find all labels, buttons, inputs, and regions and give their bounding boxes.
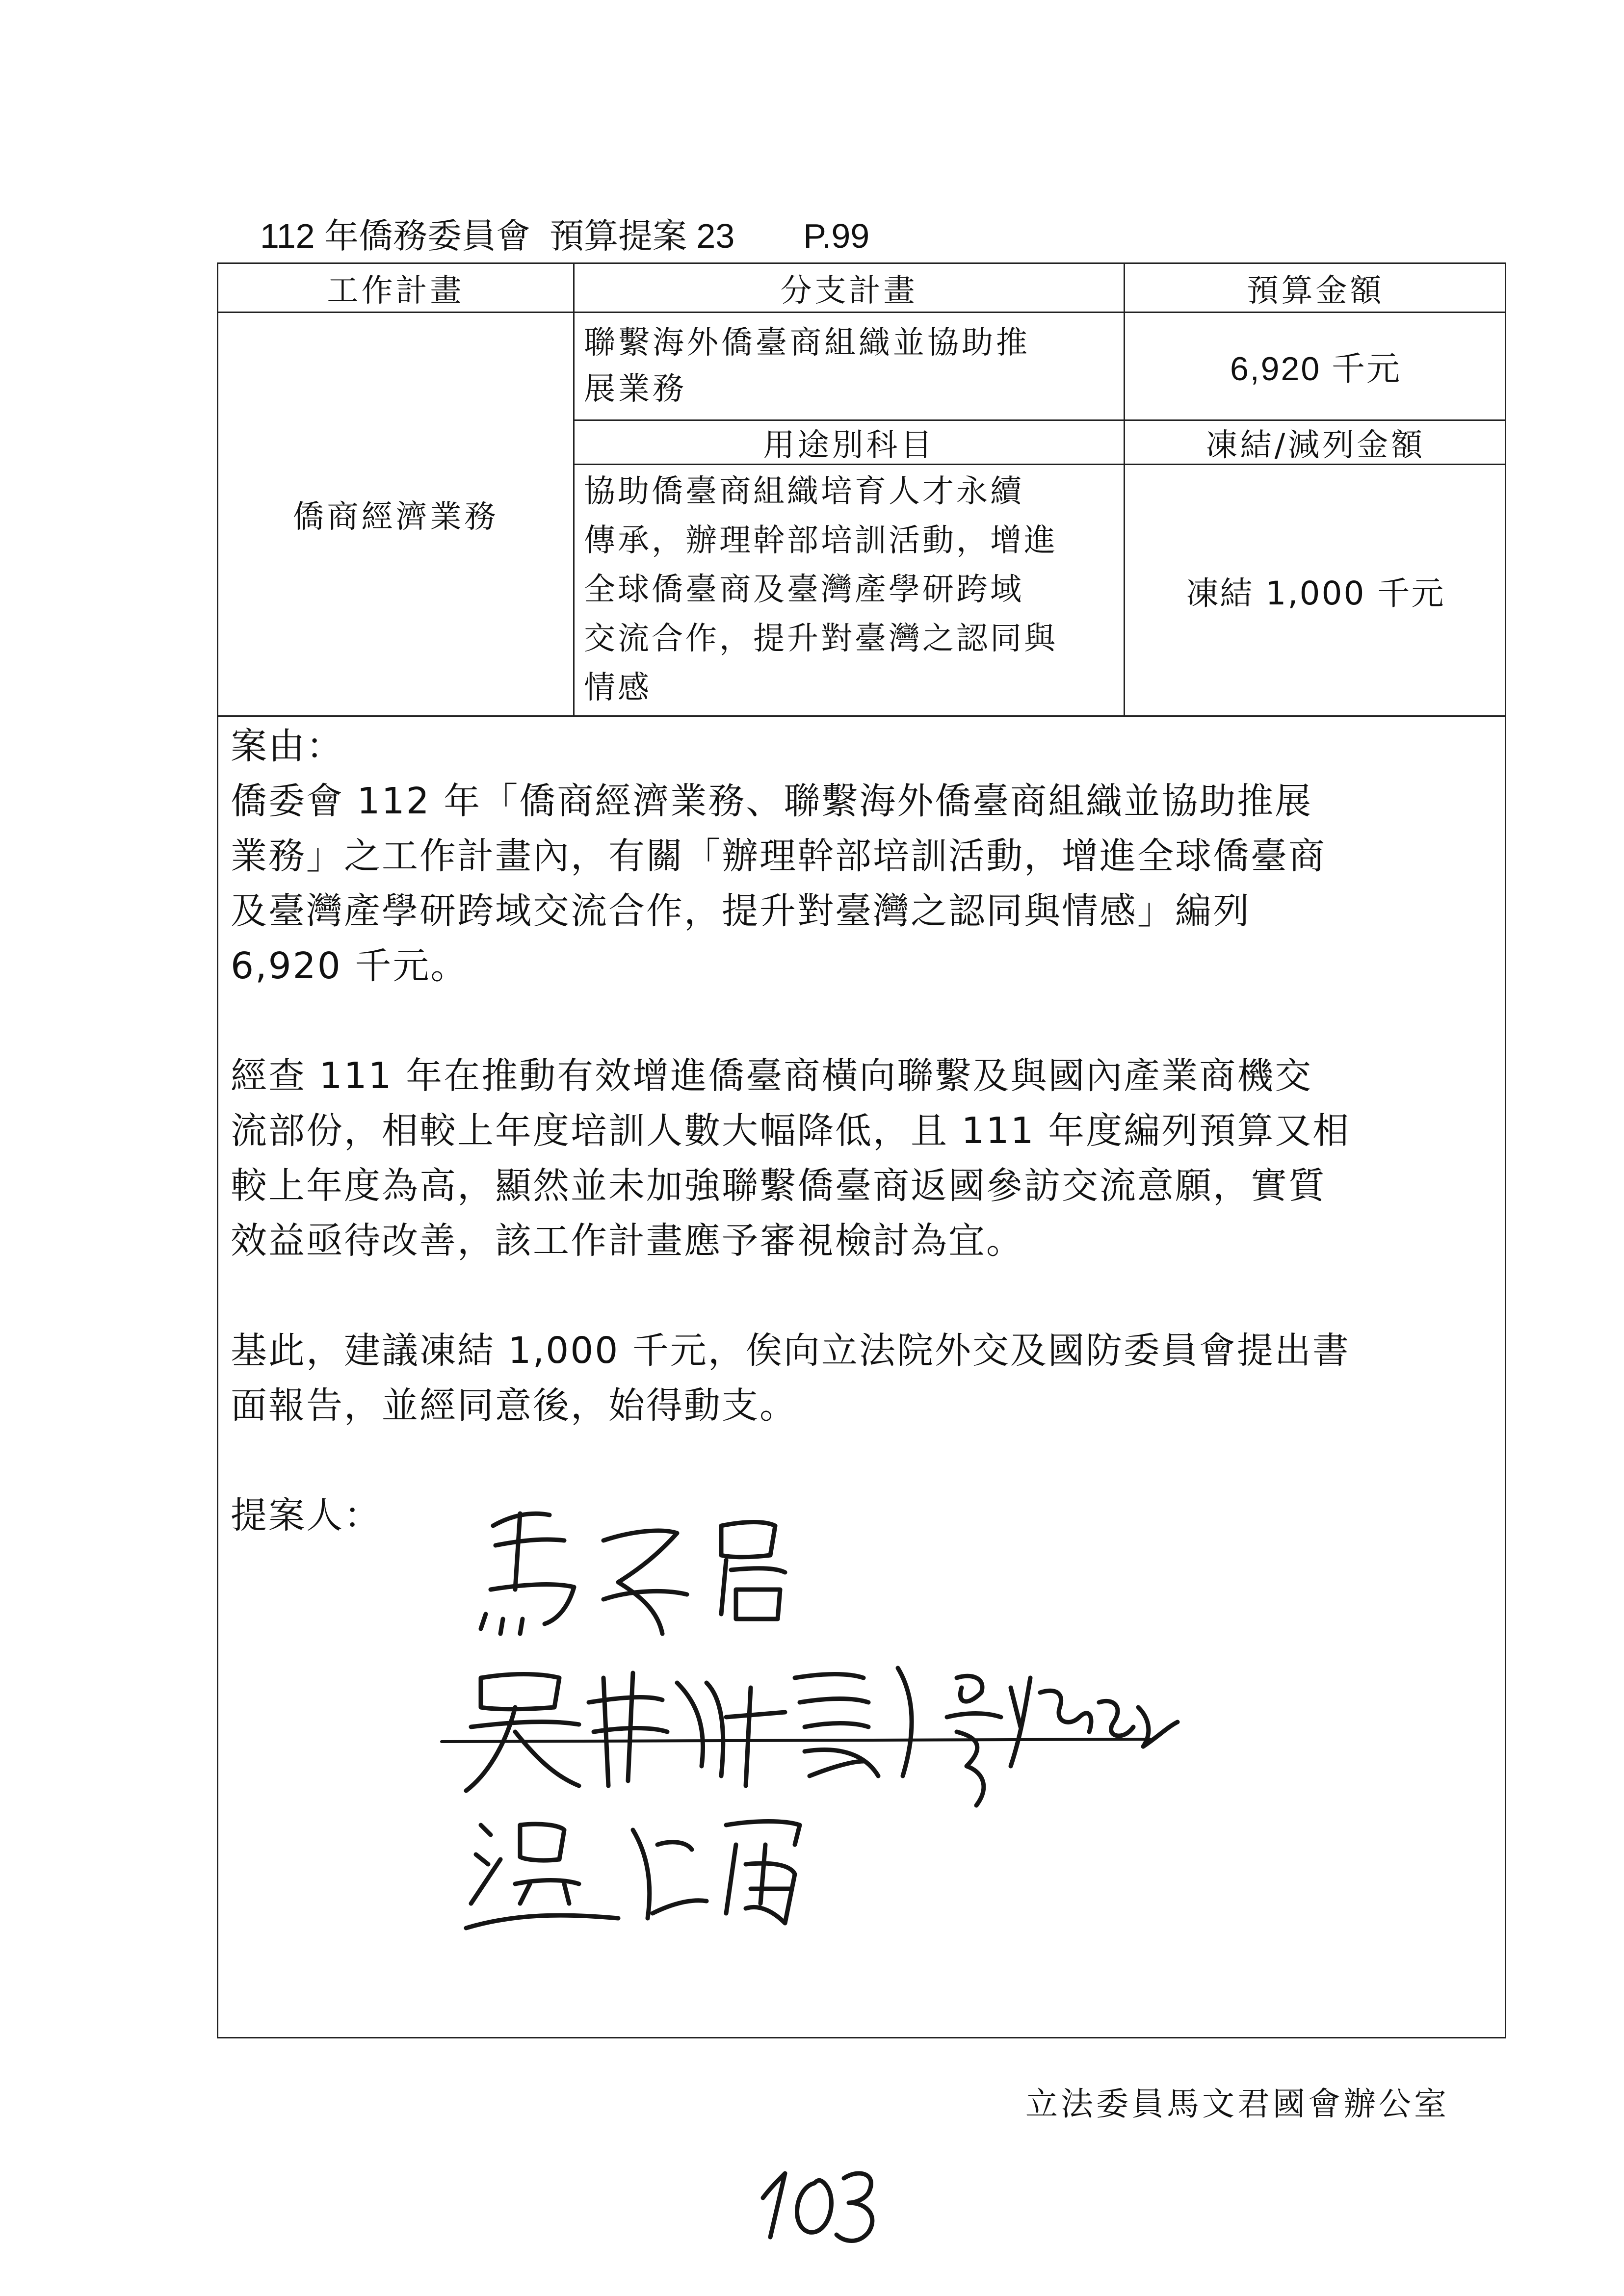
document-header (260, 209, 869, 258)
reason-line: 流部份，相較上年度培訓人數大幅降低，且 111 年度編列預算又相 (231, 1110, 1351, 1152)
header-title: 112 年僑務委員會 預算提案 23 (260, 217, 735, 255)
table-line (217, 715, 1506, 717)
reason-section (231, 719, 1487, 1543)
col-header-work-plan: 工作計畫 (327, 272, 465, 309)
col-header-sub-plan: 分支計畫 (780, 272, 918, 309)
work-plan-value: 僑商經濟業務 (292, 499, 499, 535)
table-line (573, 262, 575, 717)
use-line: 協助僑臺商組織培育人才永續 (584, 473, 1024, 510)
use-line: 全球僑臺商及臺灣產學研跨域 (584, 572, 1024, 608)
reason-line: 基此，建議凍結 1,000 千元，俟向立法院外交及國防委員會提出書 (231, 1330, 1350, 1372)
col-header-budget-amount: 預算金額 (1247, 272, 1385, 309)
freeze-header: 凍結/減列金額 (1205, 427, 1426, 464)
reason-line: 較上年度為高，顯然並未加強聯繫僑臺商返國參訪交流意願，實質 (231, 1165, 1326, 1207)
page-number-handwritten (756, 2154, 883, 2252)
reason-line: 6,920 千元。 (231, 945, 469, 987)
budget-value: 6,920 千元 (1230, 350, 1402, 388)
reason-line: 經查 111 年在推動有效增進僑臺商橫向聯繫及與國內產業商機交 (231, 1055, 1313, 1097)
use-line: 傳承，辦理幹部培訓活動，增進 (584, 522, 1058, 559)
reason-line: 業務」之工作計畫內，有關「辦理幹部培訓活動，增進全球僑臺商 (231, 835, 1326, 877)
reason-line: 及臺灣產學研跨域交流合作，提升對臺灣之認同與情感」編列 (231, 890, 1251, 932)
reason-line: 面報告，並經同意後，始得動支。 (231, 1384, 797, 1427)
office-name: 立法委員馬文君國會辦公室 (1025, 2085, 1449, 2123)
sub-plan-value (584, 313, 1119, 419)
use-header: 用途別科目 (763, 427, 935, 464)
use-line: 情感 (584, 670, 652, 706)
sub-plan-line: 展業務 (584, 371, 687, 407)
header-page: P.99 (803, 217, 870, 255)
sub-plan-line: 聯繫海外僑臺商組織並協助推 (584, 325, 1030, 361)
freeze-value: 凍結 1,000 千元 (1186, 574, 1445, 612)
use-line: 交流合作，提升對臺灣之認同與 (584, 621, 1058, 657)
reason-line: 效益亟待改善，該工作計畫應予審視檢討為宜。 (231, 1220, 1024, 1262)
reason-line: 僑委會 112 年「僑商經濟業務、聯繫海外僑臺商組織並協助推展 (231, 780, 1313, 822)
proposer-label: 提案人： (231, 1494, 382, 1537)
use-description (584, 465, 1121, 715)
reason-label: 案由： (231, 725, 344, 767)
